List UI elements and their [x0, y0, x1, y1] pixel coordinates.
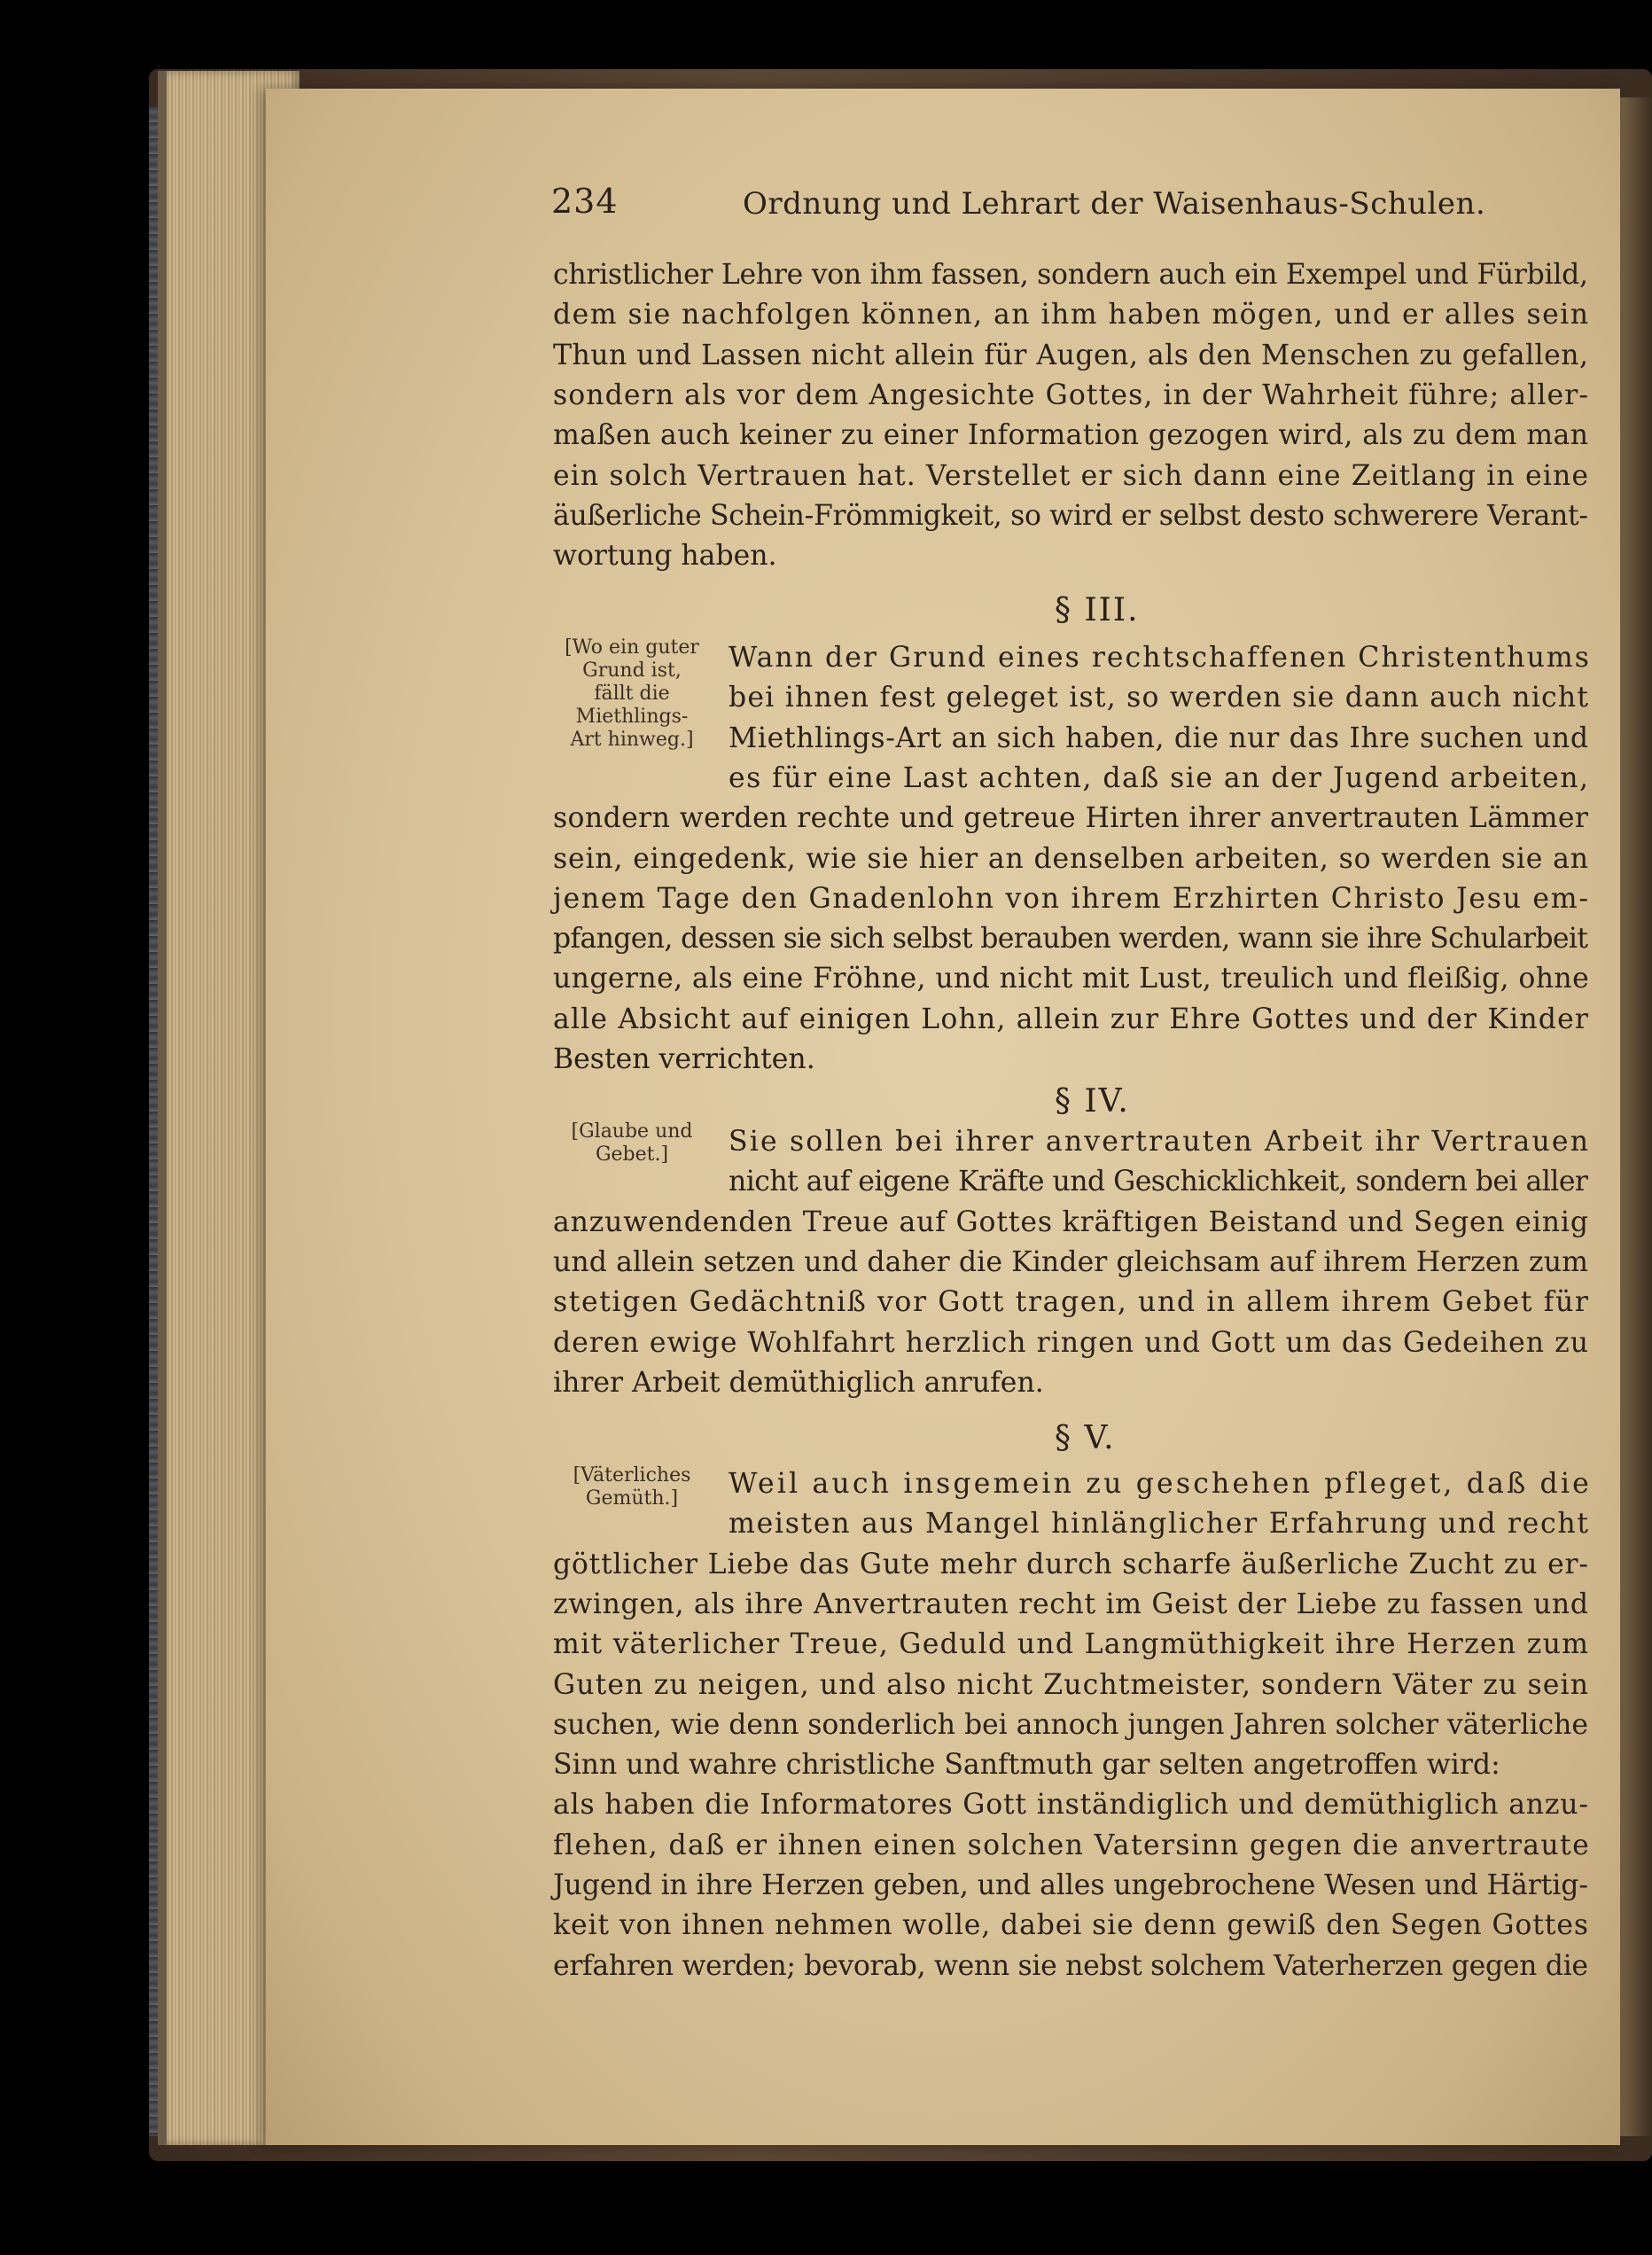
text-line: und allein setzen und daher die Kinder gleichsam auf ihrem Herzen zum	[553, 1245, 1589, 1278]
page-number: 234	[551, 182, 619, 221]
text-line: maßen auch keiner zu einer Information gezogen wird, als zu dem man	[553, 419, 1589, 452]
margin-note-iv	[548, 1120, 716, 1167]
margin-note-line: [Väterliches	[573, 1464, 691, 1486]
section-heading-v: § V.	[1055, 1420, 1116, 1456]
text-line: Jugend in ihre Herzen geben, und alles ungebrochene Wesen und Härtig-	[553, 1869, 1588, 1901]
text-line: wortung haben.	[553, 540, 777, 573]
text-line: göttlicher Liebe das Gute mehr durch scharfe äußerliche Zucht zu er-	[553, 1548, 1589, 1580]
margin-note-v	[548, 1464, 716, 1510]
margin-note-iii	[548, 636, 716, 752]
text-line: ihrer Arbeit demüthiglich anrufen.	[553, 1366, 1044, 1399]
text-line: christlicher Lehre von ihm fassen, sondern auch ein Exempel und Fürbild,	[553, 259, 1588, 291]
text-line: Sie sollen bei ihrer anvertrauten Arbeit ihr Vertrauen	[729, 1126, 1591, 1158]
running-title: Ordnung und Lehrart der Waisenhaus-Schulen.	[743, 186, 1486, 222]
margin-note-line: Grund ist,	[582, 659, 682, 682]
text-line: erfahren werden; bevorab, wenn sie nebst solchem Vaterherzen gegen die	[553, 1949, 1588, 1982]
text-line: flehen, daß er ihnen einen solchen Vatersinn gegen die anvertraute	[553, 1829, 1591, 1861]
text-line: dem sie nachfolgen können, an ihm haben mögen, und er alles sein	[553, 299, 1590, 332]
text-line: äußerliche Schein-Frömmigkeit, so wird er selbst desto schwerere Verant-	[553, 499, 1588, 532]
text-line: Sinn und wahre christliche Sanftmuth gar selten angetroffen wird:	[553, 1749, 1500, 1782]
text-line: mit väterlicher Treue, Geduld und Langmüthigkeit ihre Herzen zum	[553, 1628, 1590, 1661]
section-heading-iii: § III.	[1055, 592, 1140, 628]
text-line: sondern als vor dem Angesichte Gottes, in der Wahrheit führe; aller-	[553, 378, 1590, 411]
text-line: als haben die Informatores Gott inständiglich und demüthiglich anzu-	[553, 1789, 1589, 1822]
text-line: meisten aus Mangel hinlänglicher Erfahrung und recht	[729, 1508, 1590, 1541]
margin-note-line: Gebet.]	[595, 1143, 669, 1166]
text-line: ein solch Vertrauen hat. Verstellet er sich dann eine Zeitlang in eine	[553, 459, 1590, 492]
text-line: suchen, wie denn sonderlich bei annoch jungen Jahren solcher väterliche	[553, 1708, 1588, 1741]
text-line: sondern werden rechte und getreue Hirten ihrer anvertrauten Lämmer	[553, 802, 1589, 835]
text-line: anzuwendenden Treue auf Gottes kräftigen Beistand und Segen einig	[553, 1206, 1589, 1238]
text-line: Wann der Grund eines rechtschaffenen Christenthums	[729, 642, 1591, 674]
margin-note-line: [Glaube und	[571, 1120, 693, 1143]
text-line: bei ihnen fest geleget ist, so werden sie dann auch nicht	[729, 682, 1590, 714]
text-line: ungerne, als eine Fröhne, und nicht mit Lust, treulich und fleißig, ohne	[553, 963, 1590, 995]
text-line: alle Absicht auf einigen Lohn, allein zur Ehre Gottes und der Kinder	[553, 1003, 1590, 1035]
text-line: jenem Tage den Gnadenlohn von ihrem Erzhirten Christo Jesu em-	[553, 882, 1590, 915]
text-line: Weil auch insgemein zu geschehen pfleget, daß die	[729, 1468, 1592, 1500]
margin-note-line: Miethlings-	[575, 706, 689, 728]
margin-note-line: fällt die	[594, 683, 670, 705]
text-line: pfangen, dessen sie sich selbst berauben werden, wann sie ihre Schularbeit	[553, 923, 1588, 956]
text-line: stetigen Gedächtniß vor Gott tragen, und in allem ihrem Gebet für	[553, 1286, 1590, 1319]
text-line: es für eine Last achten, daß sie an der Jugend arbeiten,	[729, 761, 1590, 794]
text-line: Guten zu neigen, und also nicht Zuchtmeister, sondern Väter zu sein	[553, 1668, 1590, 1701]
text-line: Besten verrichten.	[553, 1043, 815, 1075]
text-line: sein, eingedenk, wie sie hier an denselben arbeiten, so werden sie an	[553, 842, 1589, 875]
text-line: zwingen, als ihre Anvertrauten recht im Geist der Liebe zu fassen und	[553, 1588, 1589, 1620]
section-heading-iv: § IV.	[1055, 1083, 1130, 1120]
text-line: keit von ihnen nehmen wolle, dabei sie denn gewiß den Segen Gottes	[553, 1909, 1589, 1942]
text-line: deren ewige Wohlfahrt herzlich ringen und Gott um das Gedeihen zu	[553, 1326, 1590, 1359]
margin-note-line: [Wo ein guter	[565, 636, 699, 659]
text-line: Miethlings-Art an sich haben, die nur das Ihre suchen und	[729, 722, 1589, 754]
text-line: nicht auf eigene Kräfte und Geschicklichkeit, sondern bei aller	[729, 1166, 1588, 1198]
text-line: Thun und Lassen nicht allein für Augen, als den Menschen zu gefallen,	[553, 339, 1589, 371]
margin-note-line: Gemüth.]	[585, 1487, 679, 1510]
margin-note-line: Art hinweg.]	[570, 729, 694, 751]
